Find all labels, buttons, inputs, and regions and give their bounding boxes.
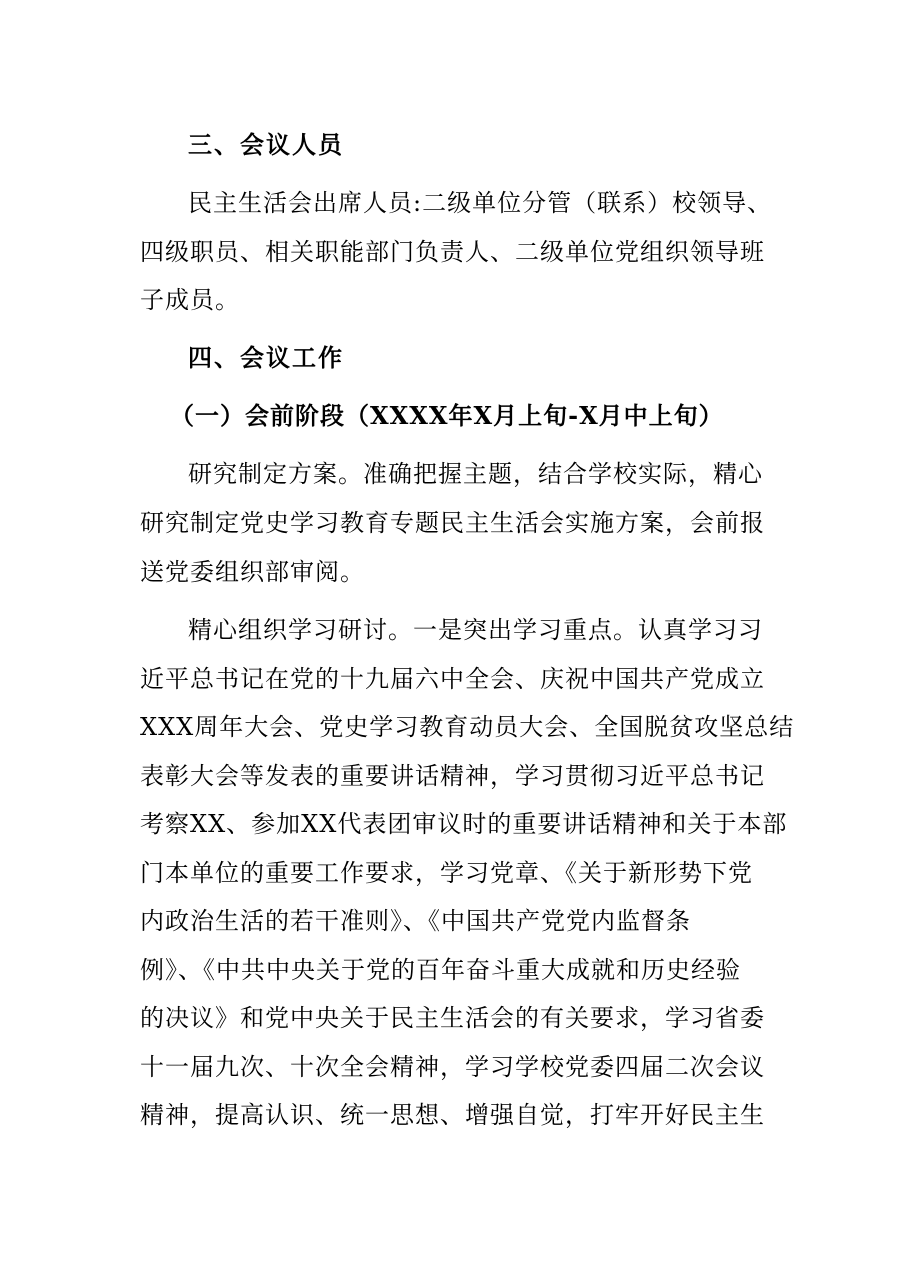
paragraph-line: 内政治生活的若干准则》、《中国共产党党内监督条 xyxy=(140,907,691,935)
paragraph-line: 的决议》和党中央关于民主生活会的有关要求，学习省委 xyxy=(140,1004,765,1032)
section-heading-work: 四、会议工作 xyxy=(188,344,344,372)
paragraph-line: 送党委组织部审阅。 xyxy=(140,558,365,586)
paragraph-line: 四级职员、相关职能部门负责人、二级单位党组织领导班 xyxy=(140,238,765,266)
paragraph-line: 精神，提高认识、统一思想、增强自觉，打牢开好民主生 xyxy=(140,1101,765,1129)
paragraph-line: 例》、《中共中央关于党的百年奋斗重大成就和历史经验 xyxy=(140,956,741,984)
paragraph-line: 十一届九次、十次全会精神，学习学校党委四届二次会议 xyxy=(140,1053,765,1081)
paragraph-line: 研究制定方案。准确把握主题，结合学校实际，精心 xyxy=(188,460,763,488)
section-heading-personnel: 三、会议人员 xyxy=(188,131,344,159)
paragraph-line: 研究制定党史学习教育专题民主生活会实施方案，会前报 xyxy=(140,509,765,537)
paragraph-line: 门本单位的重要工作要求，学习党章、《关于新形势下党 xyxy=(140,859,753,887)
subsection-heading-pre-meeting: （一）会前阶段（XXXX年X月上旬-X月中上旬） xyxy=(170,401,724,430)
paragraph-line: 近平总书记在党的十九届六中全会、庆祝中国共产党成立 xyxy=(140,665,765,693)
paragraph-line: 民主生活会出席人员:二级单位分管（联系）校领导、 xyxy=(188,189,773,217)
paragraph-line: 表彰大会等发表的重要讲话精神，学习贯彻习近平总书记 xyxy=(140,762,765,790)
paragraph-line: 精心组织学习研讨。一是突出学习重点。认真学习习 xyxy=(188,616,763,644)
paragraph-line: XXX周年大会、党史学习教育动员大会、全国脱贫攻坚总结 xyxy=(140,713,795,741)
paragraph-line: 考察XX、参加XX代表团审议时的重要讲话精神和关于本部 xyxy=(140,810,788,838)
paragraph-line: 子成员。 xyxy=(140,286,240,314)
